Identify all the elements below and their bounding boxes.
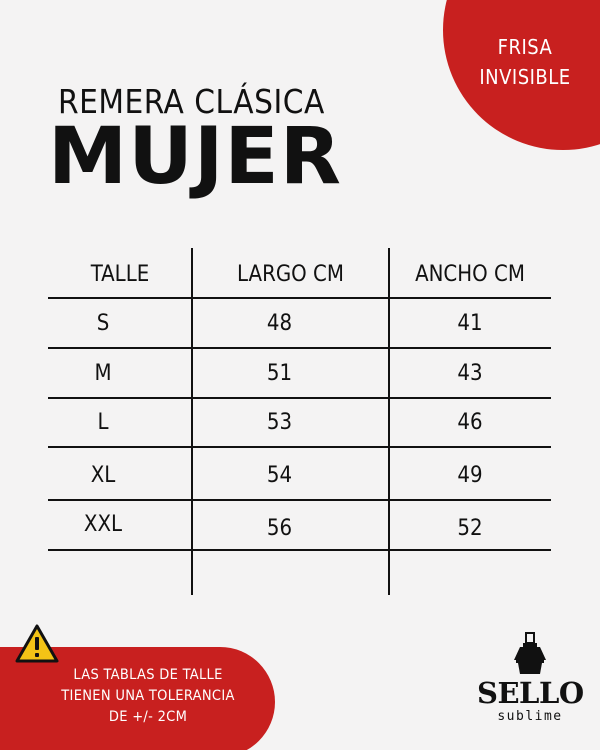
table-cell-size: XXL: [83, 512, 123, 537]
stamp-logo-icon: [510, 632, 550, 676]
table-cell-size: XL: [90, 463, 116, 488]
table-cell-largo: 53: [266, 410, 293, 435]
table-cell-largo: 48: [266, 311, 293, 336]
brand-logo-tagline: sublime: [497, 709, 563, 724]
badge-line-1: FRISA: [497, 35, 553, 59]
table-cell-ancho: 41: [457, 311, 483, 336]
table-cell-size: S: [96, 311, 110, 336]
table-header-talle: TALLE: [90, 262, 150, 287]
table-cell-largo: 54: [266, 463, 293, 488]
warning-icon: [15, 624, 59, 664]
table-cell-size: L: [97, 410, 109, 435]
notice-line-1: LAS TABLAS DE TALLE: [73, 667, 223, 683]
page-title: MUJER: [48, 112, 343, 202]
table-cell-ancho: 46: [457, 410, 483, 435]
tolerance-notice-text: [42, 665, 254, 728]
page-subtitle: REMERA CLÁSICA: [58, 82, 325, 121]
notice-line-3: DE +/- 2CM: [108, 709, 188, 725]
table-cell-largo: 56: [266, 516, 293, 541]
table-header-largo: LARGO CM: [237, 262, 344, 287]
table-cell-size: M: [94, 361, 112, 386]
table-cell-ancho: 52: [457, 516, 483, 541]
table-cell-ancho: 49: [457, 463, 483, 488]
table-header-ancho: ANCHO CM: [415, 262, 525, 287]
table-cell-largo: 51: [266, 361, 293, 386]
brand-logo-name: SELLO: [477, 676, 584, 710]
badge-line-2: INVISIBLE: [479, 65, 571, 89]
table-cell-ancho: 43: [457, 361, 483, 386]
notice-line-2: TIENEN UNA TOLERANCIA: [61, 688, 235, 704]
